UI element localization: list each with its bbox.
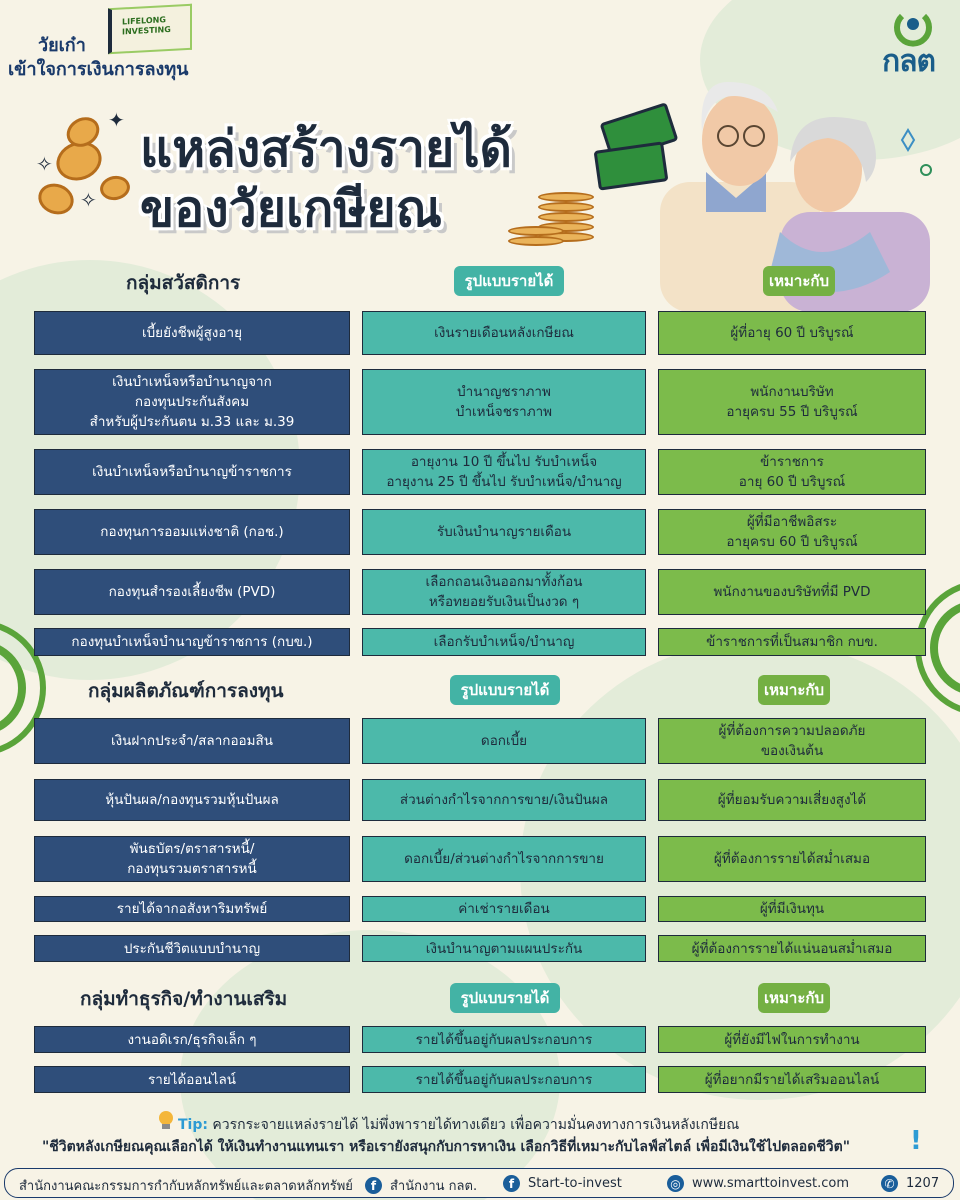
income-source-cell: รายได้จากอสังหาริมทรัพย์ (34, 896, 350, 922)
income-type-cell: ส่วนต่างกำไรจากการขาย/เงินปันผล (362, 779, 646, 821)
table-row (34, 509, 926, 555)
table-row (34, 1026, 926, 1053)
table-row (34, 718, 926, 764)
logo-text: LIFELONG INVESTING (122, 15, 171, 37)
income-source-cell: เบี้ยยังชีพผู้สูงอายุ (34, 311, 350, 355)
facebook-label: Start-to-invest (528, 1176, 622, 1191)
table-row (34, 569, 926, 615)
suitable-for-cell: พนักงานบริษัท อายุครบ 55 ปี บริบูรณ์ (658, 369, 926, 435)
coin-stack-icon (538, 192, 594, 202)
globe-icon: ◎ (667, 1175, 684, 1192)
suitable-for-cell: ผู้ที่อายุ 60 ปี บริบูรณ์ (658, 311, 926, 355)
tip-text (178, 1114, 739, 1136)
income-type-cell: อายุงาน 10 ปี ขึ้นไป รับบำเหน็จ อายุงาน 25 ปี ขึ้นไป รับบำเหน็จ/บำนาญ (362, 449, 646, 495)
lifelong-investing-logo (108, 4, 192, 54)
table-row (34, 836, 926, 882)
sec-logo-text: กลต (882, 44, 936, 79)
business-group-title: กลุ่มทำธุรกิจ/ทำงานเสริม (80, 988, 288, 1010)
phone-icon: ✆ (881, 1175, 898, 1192)
tip-body: ควรกระจายแหล่งรายได้ ไม่พึ่งพารายได้ทางเดียว เพื่อความมั่นคงทางการเงินหลังเกษียณ (212, 1117, 740, 1133)
suitable-for-cell: ผู้ที่ต้องการรายได้สม่ำเสมอ (658, 836, 926, 882)
income-source-cell: งานอดิเรก/ธุรกิจเล็ก ๆ (34, 1026, 350, 1053)
table-row (34, 369, 926, 435)
income-type-cell: รายได้ขึ้นอยู่กับผลประกอบการ (362, 1026, 646, 1053)
income-source-cell: พันธบัตร/ตราสารหนี้/ กองทุนรวมตราสารหนี้ (34, 836, 350, 882)
table-row (34, 1066, 926, 1093)
footer-bar (4, 1168, 954, 1198)
table-row (34, 896, 926, 922)
tip-label: Tip: (178, 1117, 208, 1133)
coin-stack-icon (508, 236, 564, 246)
lightbulb-icon (156, 1110, 176, 1132)
table-row (34, 779, 926, 821)
income-type-cell: ดอกเบี้ย/ส่วนต่างกำไรจากการขาย (362, 836, 646, 882)
income-type-header: รูปแบบรายได้ (454, 266, 564, 296)
table-row (34, 449, 926, 495)
table-row (34, 311, 926, 355)
income-type-cell: ค่าเช่ารายเดือน (362, 896, 646, 922)
investment-group-title: กลุ่มผลิตภัณฑ์การลงทุน (88, 680, 284, 702)
income-source-cell: ประกันชีวิตแบบบำนาญ (34, 935, 350, 962)
suitable-for-header: เหมาะกับ (758, 983, 830, 1013)
hotline-label: 1207 (906, 1176, 940, 1191)
tip-quote: "ชีวิตหลังเกษียณคุณเลือกได้ ให้เงินทำงานแทนเรา หรือเรายังสนุกกับการหาเงิน เลือกวิธีที่เหมาะกับไลฟ์สไตล์ เพื่อมีเงินใช้ไปตลอดชีวิต" (42, 1139, 851, 1155)
table-row (34, 628, 926, 656)
sparkle-icon: ✦ (108, 108, 125, 132)
sparkle-icon: ✧ (36, 152, 53, 176)
income-source-cell: เงินบำเหน็จหรือบำนาญข้าราชการ (34, 449, 350, 495)
brand-line2: เข้าใจการเงินการลงทุน (8, 59, 189, 80)
suitable-for-cell: ผู้ที่มีเงินทุน (658, 896, 926, 922)
suitable-for-cell: ข้าราชการ อายุ 60 ปี บริบูรณ์ (658, 449, 926, 495)
suitable-for-header: เหมาะกับ (763, 266, 835, 296)
coin-stack-icon (508, 226, 564, 236)
income-source-cell: เงินบำเหน็จหรือบำนาญจาก กองทุนประกันสังคม สำหรับผู้ประกันตน ม.33 และ ม.39 (34, 369, 350, 435)
income-source-cell: กองทุนบำเหน็จบำนาญข้าราชการ (กบข.) (34, 628, 350, 656)
main-title-line1: แหล่งสร้างรายได้ (140, 120, 512, 178)
coin-icon (34, 179, 78, 220)
suitable-for-cell: ผู้ที่ต้องการความปลอดภัย ของเงินต้น (658, 718, 926, 764)
exclamation-icon: ! (910, 1126, 922, 1156)
website-label: www.smarttoinvest.com (692, 1176, 850, 1191)
coin-stack-icon (538, 202, 594, 212)
suitable-for-cell: ผู้ที่ต้องการรายได้แน่นอนสม่ำเสมอ (658, 935, 926, 962)
income-type-cell: รับเงินบำนาญรายเดือน (362, 509, 646, 555)
website-link[interactable] (667, 1175, 849, 1192)
income-type-header: รูปแบบรายได้ (450, 675, 560, 705)
background-blob (180, 930, 560, 1200)
income-source-cell: รายได้ออนไลน์ (34, 1066, 350, 1093)
main-title-line2: ของวัยเกษียณ (140, 180, 443, 238)
facebook-label: สำนักงาน กลต. (390, 1179, 478, 1194)
suitable-for-cell: พนักงานของบริษัทที่มี PVD (658, 569, 926, 615)
income-type-cell: เลือกรับบำเหน็จ/บำนาญ (362, 628, 646, 656)
sparkle-icon: ✧ (80, 188, 97, 212)
brand-line1: วัยเก๋า (38, 35, 86, 56)
income-type-cell: ดอกเบี้ย (362, 718, 646, 764)
income-type-cell: เงินบำนาญตามแผนประกัน (362, 935, 646, 962)
footer-org-label: สำนักงานคณะกรรมการกำกับหลักทรัพย์และตลาดหลักทรัพย์ (19, 1179, 353, 1194)
income-source-cell: หุ้นปันผล/กองทุนรวมหุ้นปันผล (34, 779, 350, 821)
income-type-cell: รายได้ขึ้นอยู่กับผลประกอบการ (362, 1066, 646, 1093)
welfare-group-title: กลุ่มสวัสดิการ (126, 272, 241, 294)
coin-icon (98, 174, 132, 203)
income-type-cell: เลือกถอนเงินออกมาทั้งก้อน หรือทยอยรับเงินเป็นงวด ๆ (362, 569, 646, 615)
table-row (34, 935, 926, 962)
facebook-icon: f (503, 1175, 520, 1192)
suitable-for-cell: ผู้ที่มีอาชีพอิสระ อายุครบ 60 ปี บริบูรณ์ (658, 509, 926, 555)
footer-org (19, 1175, 353, 1196)
facebook-icon: f (365, 1177, 382, 1194)
income-source-cell: กองทุนสำรองเลี้ยงชีพ (PVD) (34, 569, 350, 615)
income-source-cell: เงินฝากประจำ/สลากออมสิน (34, 718, 350, 764)
hotline-link[interactable] (881, 1175, 939, 1192)
income-source-cell: กองทุนการออมแห่งชาติ (กอช.) (34, 509, 350, 555)
facebook-link-start-to-invest[interactable] (503, 1175, 622, 1192)
income-type-header: รูปแบบรายได้ (450, 983, 560, 1013)
income-type-cell: บำนาญชราภาพ บำเหน็จชราภาพ (362, 369, 646, 435)
facebook-link-sec[interactable] (365, 1175, 477, 1196)
suitable-for-header: เหมาะกับ (758, 675, 830, 705)
suitable-for-cell: ผู้ที่อยากมีรายได้เสริมออนไลน์ (658, 1066, 926, 1093)
suitable-for-cell: ผู้ที่ยอมรับความเสี่ยงสูงได้ (658, 779, 926, 821)
suitable-for-cell: ข้าราชการที่เป็นสมาชิก กบข. (658, 628, 926, 656)
coin-stack-icon (538, 212, 594, 222)
income-type-cell: เงินรายเดือนหลังเกษียณ (362, 311, 646, 355)
suitable-for-cell: ผู้ที่ยังมีไฟในการทำงาน (658, 1026, 926, 1053)
